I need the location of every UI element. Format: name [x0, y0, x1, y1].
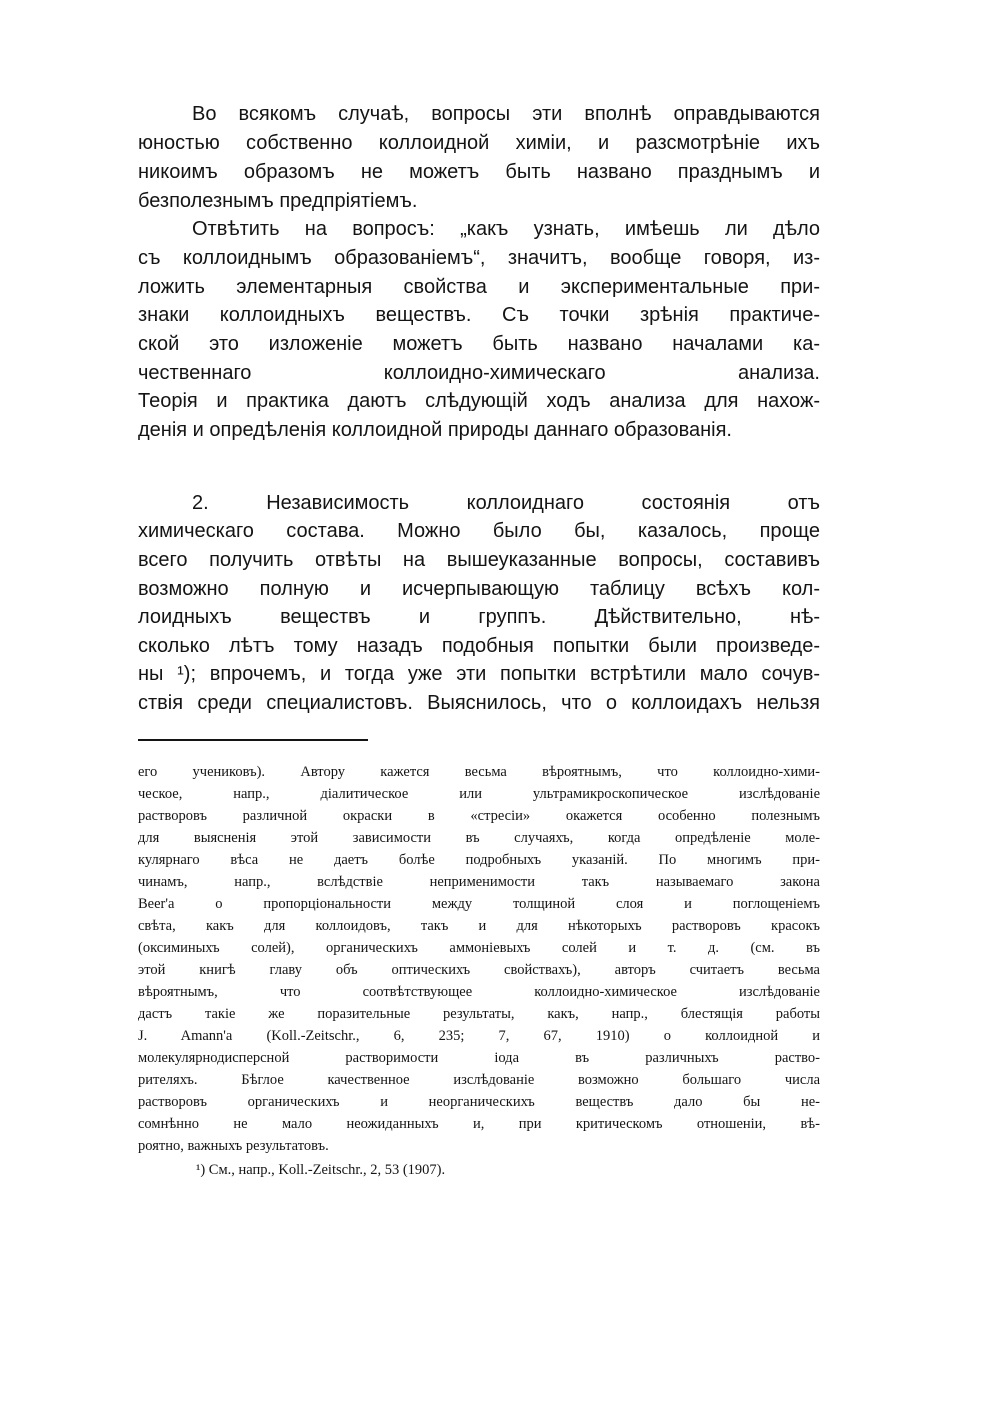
footnote-line: растворовъ различной окраски в «стресіи» окажется особенно полезнымъ [138, 808, 820, 824]
footnote-line: чинамъ, напр., вслѣдствіе неприменимости такъ называемаго закона [138, 874, 820, 890]
text-line: возможно полную и исчерпывающую таблицу всѣхъ кол- [138, 578, 820, 600]
footnote-reference: ¹) См., напр., Koll.-Zeitschr., 2, 53 (1907). [196, 1162, 446, 1178]
footnote-line: J. Amann'а (Koll.-Zeitschr., 6, 235; 7, 67, 1910) о коллоидной и [138, 1028, 820, 1044]
text-line: ны ¹); впрочемъ, и тогда уже эти попытки встрѣтили мало сочув- [138, 663, 820, 685]
footnote-line: сомнѣнно не мало неожиданныхъ и, при критическомъ отношеніи, вѣ- [138, 1116, 820, 1132]
footnote-line: растворовъ органическихъ и неорганическихъ веществъ дало бы не- [138, 1094, 820, 1110]
text-line: юностью собственно коллоидной химіи, и разсмотрѣніе ихъ [138, 132, 820, 154]
text-line: сколько лѣтъ тому назадъ подобныя попытки были произведе- [138, 635, 820, 657]
text-line: ской это изложеніе можетъ быть названо началами ка- [138, 333, 820, 355]
text-line: ствія среди специалистовъ. Выяснилось, что о коллоидахъ нельзя [138, 692, 820, 714]
text-line: денія и опредѣленія коллоидной природы даннаго образованія. [138, 419, 732, 441]
text-line: чественнаго коллоидно-химическаго анализа. [138, 362, 820, 384]
text-line: безполезнымъ предпріятіемъ. [138, 190, 418, 212]
text-line: ложить элементарныя свойства и экспериментальные при- [138, 276, 820, 298]
footnote-line: роятно, важныхъ результатовъ. [138, 1138, 329, 1154]
footnote-line: (оксиминыхъ солей), органическихъ аммоніевыхъ солей и т. д. (см. въ [138, 940, 820, 956]
footnote-line: этой книгѣ главу объ оптическихъ свойствахъ), авторъ считаетъ весьма [138, 962, 820, 978]
footnote-line: рителяхъ. Бѣглое качественное изслѣдованіе возможно большаго числа [138, 1072, 820, 1088]
footnote-divider [138, 739, 368, 741]
footnote-line: дастъ такіе же поразительные результаты, какъ, напр., блестящія работы [138, 1006, 820, 1022]
text-line: Во всякомъ случаѣ, вопросы эти вполнѣ оправдываются [192, 103, 820, 125]
text-line: никоимъ образомъ не можетъ быть названо празднымъ и [138, 161, 820, 183]
text-line: знаки коллоидныхъ веществъ. Съ точки зрѣнія практиче- [138, 304, 820, 326]
text-line: Теорія и практика даютъ слѣдующій ходъ анализа для нахож- [138, 390, 820, 412]
section-heading-line: 2. Независимость коллоиднаго состоянія отъ [192, 492, 820, 514]
footnote-line: кулярнаго вѣса не даетъ болѣе подробныхъ указаній. По многимъ при- [138, 852, 820, 868]
footnote-line: Beer'а о пропорціональности между толщиной слоя и поглощеніемъ [138, 896, 820, 912]
text-line: съ коллоиднымъ образованіемъ“, значитъ, вообще говоря, из- [138, 247, 820, 269]
footnote-line: вѣроятнымъ, что соотвѣтствующее коллоидно-химическое изслѣдованіе [138, 984, 820, 1000]
text-line: лоидныхъ веществъ и группъ. Дѣйствительно, нѣ- [138, 606, 820, 628]
footnote-line: ческое, напр., діалитическое или ультрамикроскопическое изслѣдованіе [138, 786, 820, 802]
text-line: всего получить отвѣты на вышеуказанные вопросы, составивъ [138, 549, 820, 571]
text-line: химическаго состава. Можно было бы, казалось, проще [138, 520, 820, 542]
footnote-line: для выясненія этой зависимости въ случаяхъ, когда опредѣленіе моле- [138, 830, 820, 846]
footnote-line: его учениковъ). Автору кажется весьма вѣроятнымъ, что коллоидно-хими- [138, 764, 820, 780]
footnote-line: молекулярнодисперсной растворимости іода въ различныхъ раство- [138, 1050, 820, 1066]
text-line: Отвѣтить на вопросъ: „какъ узнать, имѣешь ли дѣло [192, 218, 820, 240]
footnote-line: свѣта, какъ для коллоидовъ, такъ и для нѣкоторыхъ растворовъ красокъ [138, 918, 820, 934]
